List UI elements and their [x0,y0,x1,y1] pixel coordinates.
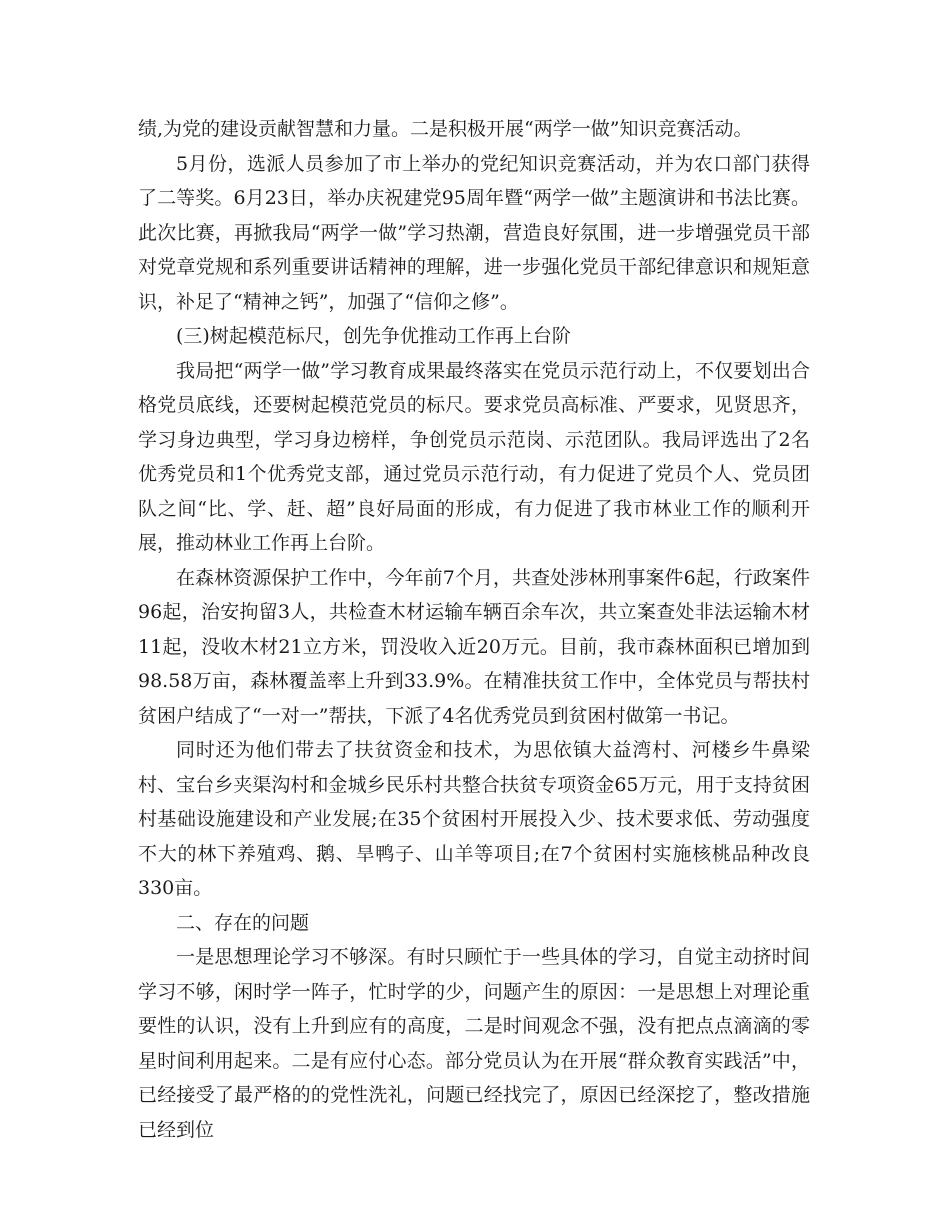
paragraph-continuation: 绩,为党的建设贡献智慧和力量。二是积极开展“两学一做”知识竞赛活动。 [138,118,753,140]
paragraph-knowledge-contest: 5月份，选派人员参加了市上举办的党纪知识竞赛活动，并为农口部门获得了二等奖。6月23日，举办庆祝建党95周年暨“两学一做”主题演讲和书法比赛。此次比赛，再掀我局“两学一做”学习热潮，营造良好氛围，进一步增强党员干部对党章党规和系列重要讲话精神的理解，进一步强化党员干部纪律意识和规矩意识，补足了“精神之钙”，加强了“信仰之修”。 [138,152,810,313]
paragraph-model-party-members: 我局把“两学一做”学习教育成果最终落实在党员示范行动上，不仅要划出合格党员底线，还要树起模范党员的标尺。要求党员高标准、严要求，见贤思齐，学习身边典型，学习身边榜样，争创党员示范岗、示范团队。我局评选出了2名优秀党员和1个优秀党支部，通过党员示范行动，有力促进了党员个人、党员团队之间“比、学、赶、超”良好局面的形成，有力促进了我市林业工作的顺利开展，推动林业工作再上台阶。 [138,359,810,554]
paragraph-forest-protection: 在森林资源保护工作中，今年前7个月，共查处涉林刑事案件6起，行政案件96起，治安拘留3人，共检查木材运输车辆百余车次，共立案查处非法运输木材11起，没收木材21立方米，罚没收入近20万元。目前，我市森林面积已增加到98.58万亩，森林覆盖率上升到33.9%。在精准扶贫工作中，全体党员与帮扶村贫困户结成了“一对一”帮扶，下派了4名优秀党员到贫困村做第一书记。 [138,566,810,727]
section-heading-existing-problems: 二、存在的问题 [176,911,310,934]
section-heading-model-standard: (三)树起模范标尺，创先争优推动工作再上台阶 [176,325,571,347]
document-page [138,112,810,1147]
paragraph-poverty-alleviation: 同时还为他们带去了扶贫资金和技术，为思依镇大益湾村、河楼乡牛鼻梁村、宝台乡夹渠沟村和金城乡民乐村共整合扶贫专项资金65万元，用于支持贫困村基础设施建设和产业发展;在35个贫困村开展投入少、技术要求低、劳动强度不大的林下养殖鸡、鹅、旱鸭子、山羊等项目;在7个贫困村实施核桃品种改良330亩。 [138,739,810,899]
paragraph-theory-study: 一是思想理论学习不够深。有时只顾忙于一些具体的学习，自觉主动挤时间学习不够，闲时学一阵子，忙时学的少，问题产生的原因：一是思想上对理论重要性的认识，没有上升到应有的高度，二是时间观念不强，没有把点点滴滴的零星时间利用起来。二是有应付心态。部分党员认为在开展“群众教育实践活”中，已经接受了最严格的的党性洗礼，问题已经找完了，原因已经深挖了，整改措施已经到位 [138,946,810,1141]
